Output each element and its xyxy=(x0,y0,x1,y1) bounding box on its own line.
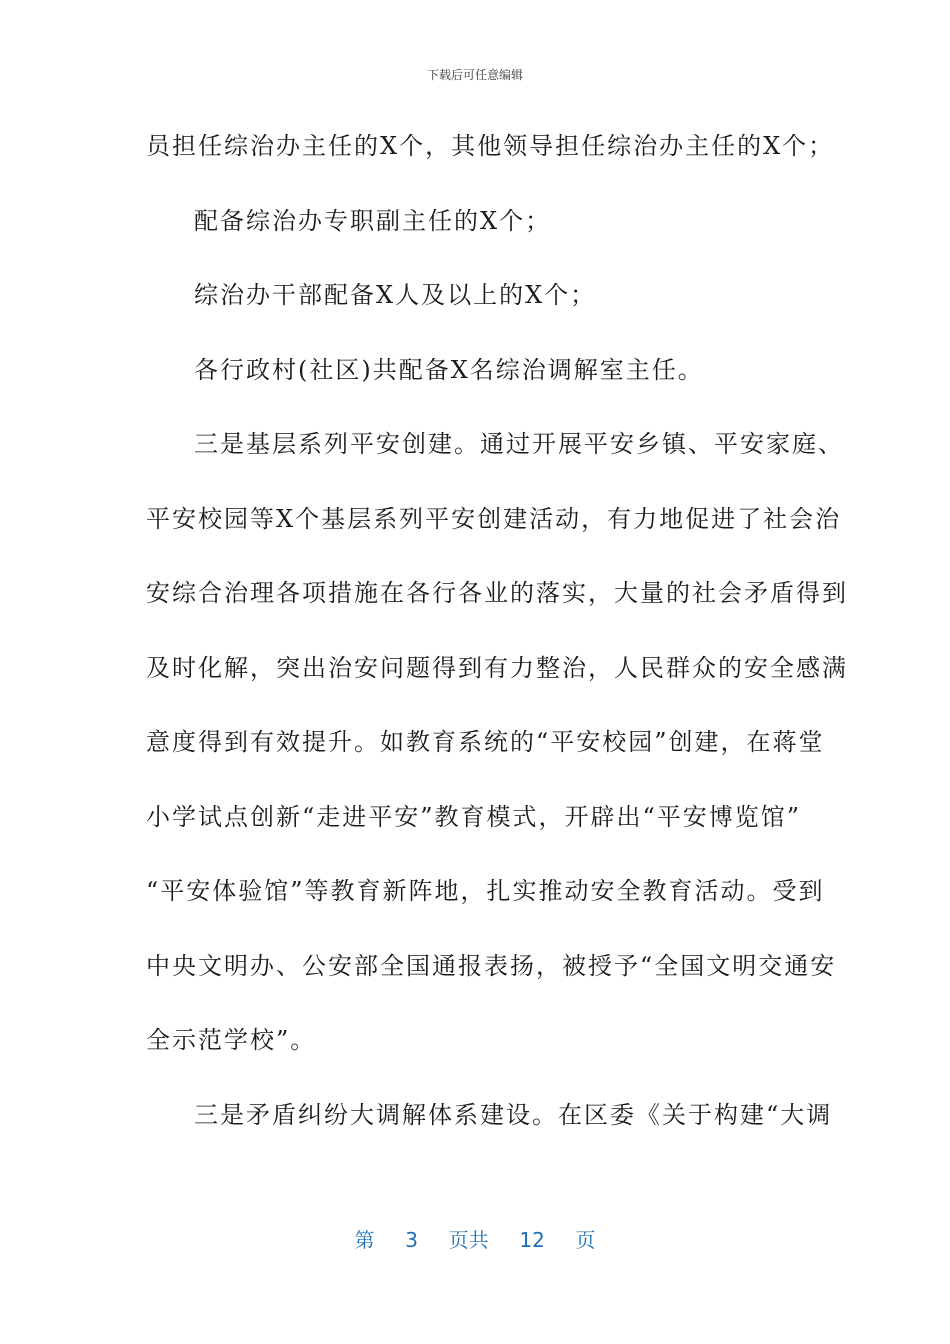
footer-prefix: 第 xyxy=(354,1228,375,1252)
text-line: 综治办干部配备X人及以上的X个； xyxy=(194,281,597,309)
text-line: 及时化解，突出治安问题得到有力整治，人民群众的安全感满 xyxy=(146,653,848,682)
text-line: 三是基层系列平安创建。通过开展平安乡镇、平安家庭、 xyxy=(194,430,844,458)
text-line: 平安校园等X个基层系列平安创建活动，有力地促进了社会治 xyxy=(146,504,842,533)
total-pages-number: 12 xyxy=(519,1228,545,1252)
text-line: 全示范学校”。 xyxy=(146,1026,317,1054)
text-line: 配备综治办专职副主任的X个； xyxy=(194,206,552,235)
text-line: 三是矛盾纠纷大调解体系建设。在区委《关于构建“大调 xyxy=(194,1100,833,1129)
text-line: “平安体验馆”等教育新阵地，扎实推动安全教育活动。受到 xyxy=(146,877,825,905)
text-line: 小学试点创新“走进平安”教育模式，开辟出“平安博览馆” xyxy=(146,802,802,831)
text-line: 意度得到有效提升。如教育系统的“平安校园”创建，在蒋堂 xyxy=(146,728,825,756)
header-note: 下载后可任意编辑 xyxy=(426,68,523,82)
text-line: 各行政村(社区)共配备X名综治调解室主任。 xyxy=(194,355,704,384)
document-body xyxy=(146,118,848,1161)
footer-suffix: 页 xyxy=(575,1228,596,1252)
footer-middle: 页共 xyxy=(448,1228,489,1252)
text-line: 员担任综治办主任的X个，其他领导担任综治办主任的X个； xyxy=(146,132,835,160)
text-line: 安综合治理各项措施在各行各业的落实，大量的社会矛盾得到 xyxy=(146,579,848,607)
current-page-number: 3 xyxy=(405,1228,418,1252)
text-line: 中央文明办、公安部全国通报表扬，被授予“全国文明交通安 xyxy=(146,951,837,980)
page-footer xyxy=(0,1224,950,1253)
